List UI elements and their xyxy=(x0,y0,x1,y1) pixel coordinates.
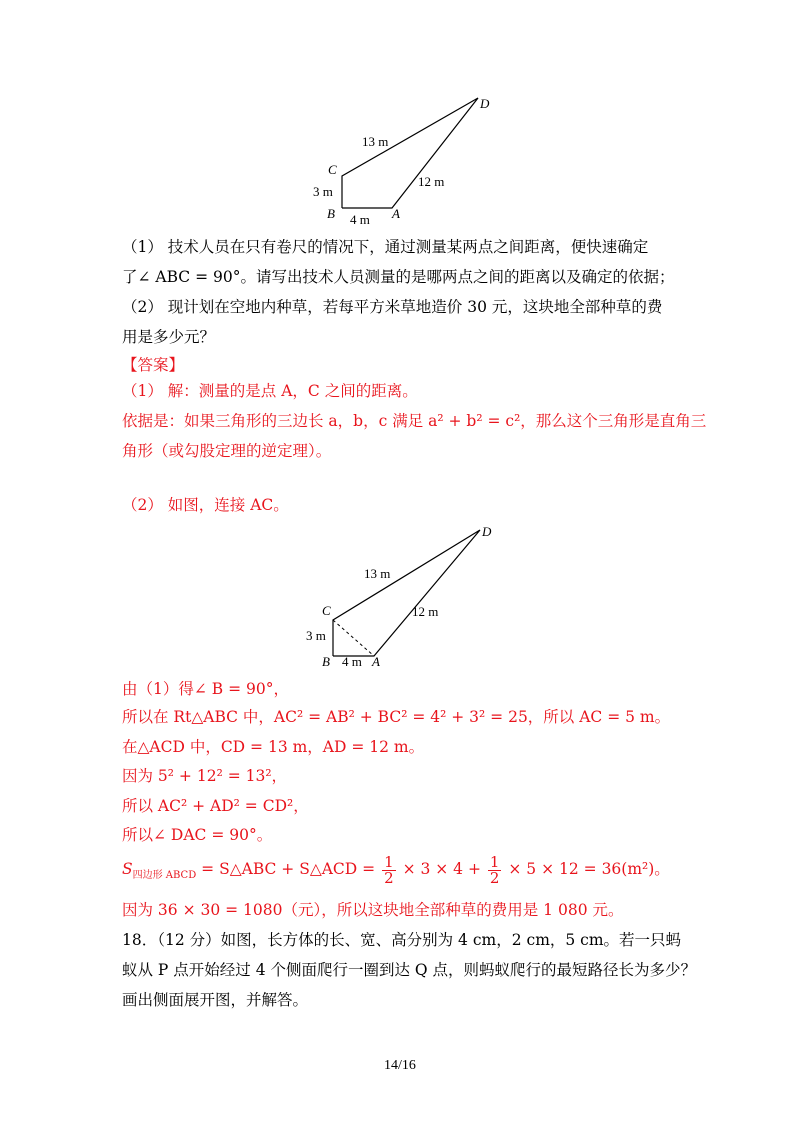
area-term-1: × 3 × 4 + xyxy=(402,860,481,878)
label-D: D xyxy=(482,524,492,539)
answer-part1: （1） 解：测量的是点 A，C 之间的距离。 xyxy=(122,382,418,400)
fraction-half: $\frac{1}{2}$ xyxy=(489,852,500,887)
label-B: B xyxy=(322,654,330,669)
solution-area-formula xyxy=(122,852,670,893)
label-cd-length: 13 m xyxy=(364,566,391,581)
label-C: C xyxy=(322,603,331,618)
question-18-line3: 画出侧面展开图，并解答。 xyxy=(122,991,309,1009)
question-part1-line1: （1） 技术人员在只有卷尺的情况下，通过测量某两点之间距离，便快速确定 xyxy=(122,238,649,256)
area-subscript: 四边形 ABCD xyxy=(132,870,197,882)
solution-step-1: 由（1）得∠ B = 90°， xyxy=(122,680,289,698)
label-C: C xyxy=(328,162,337,177)
question-18-line1: 18．（12 分）如图，长方体的长、宽、高分别为 4 cm，2 cm，5 cm。若一只蚂 xyxy=(122,931,682,949)
question-part1-line2: 了∠ ABC = 90°。请写出技术人员测量的是哪两点之间的距离以及确定的依据； xyxy=(122,268,675,286)
solution-step-5: 所以 AC² + AD² = CD²， xyxy=(122,797,309,815)
label-bc-length: 3 m xyxy=(306,628,326,643)
question-part2-line1: （2） 现计划在空地内种草，若每平方米草地造价 30 元，这块地全部种草的费 xyxy=(122,298,663,316)
label-cd-length: 13 m xyxy=(362,134,389,149)
label-ba-length: 4 m xyxy=(350,212,370,227)
fraction-half: $\frac{1}{2}$ xyxy=(384,852,394,887)
question-18-line2: 蚁从 P 点开始经过 4 个侧面爬行一圈到达 Q 点，则蚂蚁爬行的最短路径长为多少？ xyxy=(122,961,697,979)
question-part2-line2: 用是多少元？ xyxy=(122,328,216,346)
area-symbol: S xyxy=(122,860,133,878)
label-bc-length: 3 m xyxy=(313,184,333,199)
solution-conclusion: 因为 36 × 30 = 1080（元），所以这块地全部种草的费用是 1 080 元。 xyxy=(122,901,624,919)
page-number: 14/16 xyxy=(384,1058,416,1073)
label-ba-length: 4 m xyxy=(342,654,362,669)
figure-quadrilateral-1 xyxy=(300,90,520,230)
answer-part2: （2） 如图，连接 AC。 xyxy=(122,496,289,514)
answer-header: 【答案】 xyxy=(122,356,185,374)
label-A: A xyxy=(392,206,400,221)
solution-step-3: 在△ACD 中，CD = 13 m，AD = 12 m。 xyxy=(122,738,425,756)
label-D: D xyxy=(480,96,490,111)
label-da-length: 12 m xyxy=(418,174,445,189)
label-B: B xyxy=(327,206,335,221)
area-term-2: × 5 × 12 = 36(m²)。 xyxy=(508,860,670,878)
area-split: = S△ABC + S△ACD = xyxy=(201,860,376,878)
solution-step-6: 所以∠ DAC = 90°。 xyxy=(122,826,273,844)
label-da-length: 12 m xyxy=(412,604,439,619)
answer-basis-line1: 依据是：如果三角形的三边长 a，b，c 满足 a² + b² = c²，那么这个三角形是直角三 xyxy=(122,412,707,430)
solution-step-2: 所以在 Rt△ABC 中，AC² = AB² + BC² = 4² + 3² = 25，所以 AC = 5 m。 xyxy=(122,708,671,726)
label-A: A xyxy=(372,654,380,669)
answer-basis-line2: 角形（或勾股定理的逆定理）。 xyxy=(122,442,332,460)
solution-step-4: 因为 5² + 12² = 13²， xyxy=(122,767,288,785)
figure-quadrilateral-2 xyxy=(300,520,520,670)
